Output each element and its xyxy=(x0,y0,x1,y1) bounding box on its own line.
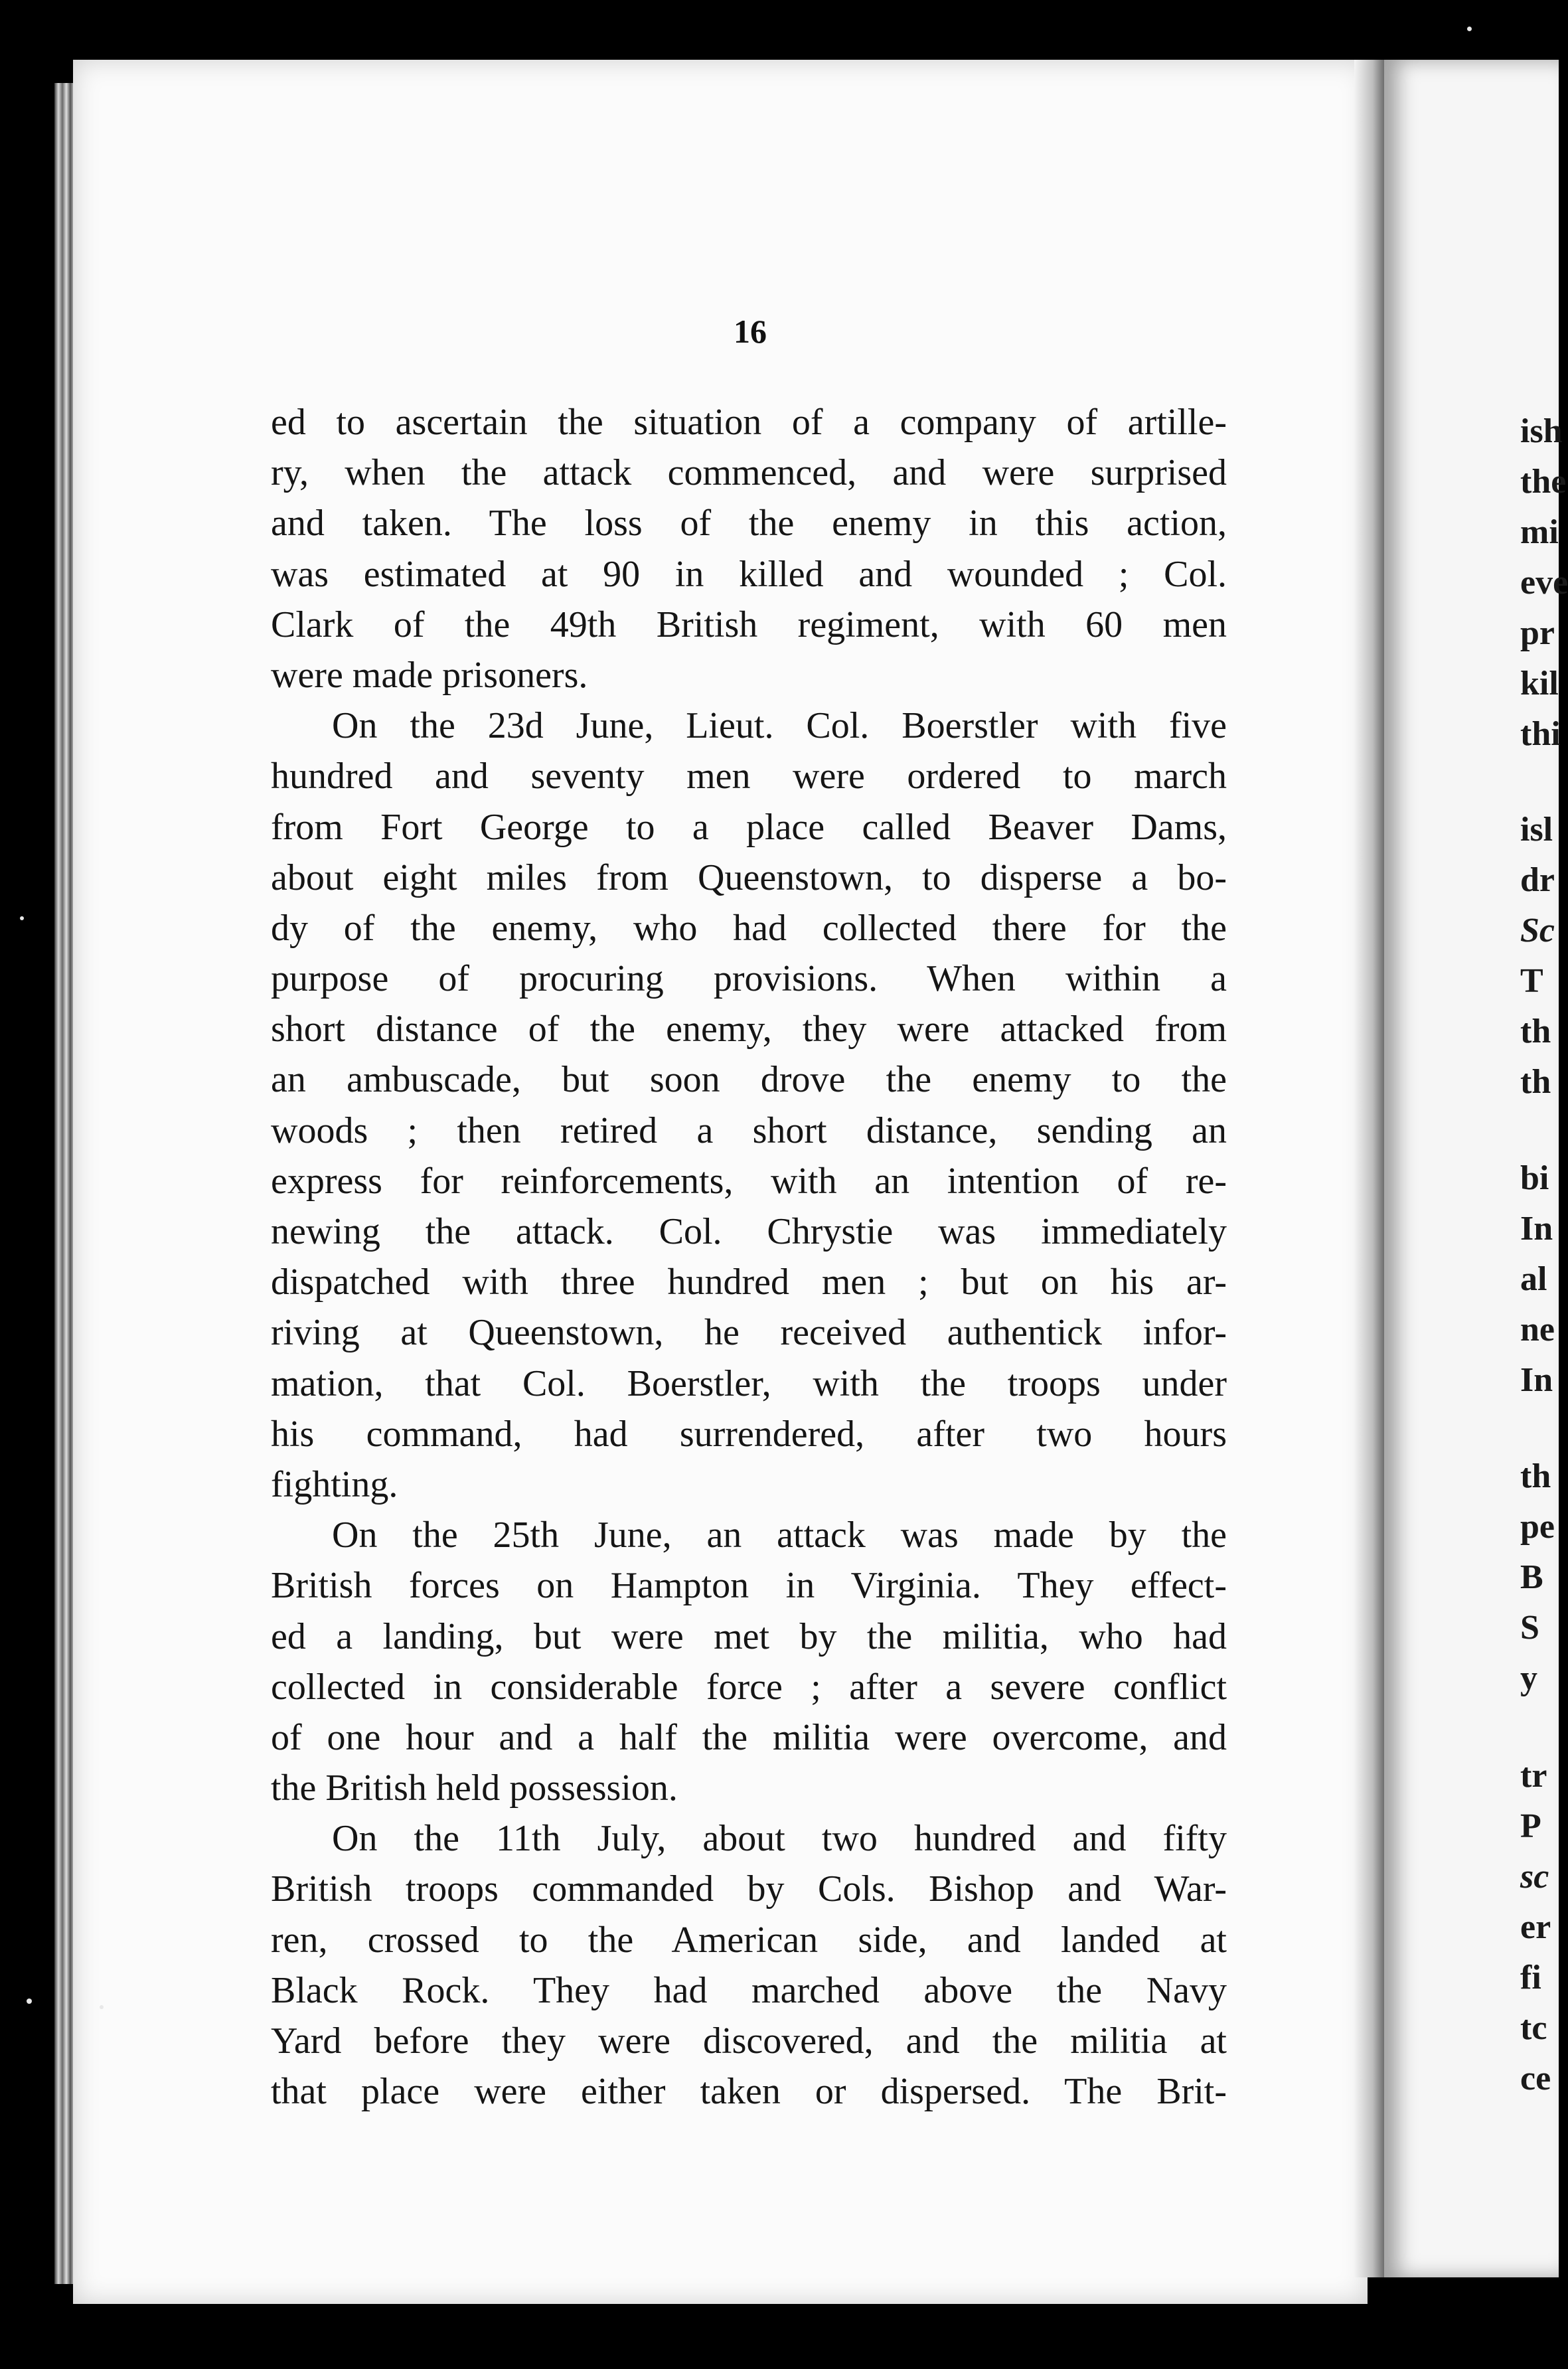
text-line: express for reinforcements, with an intention of re- xyxy=(271,1160,1227,1202)
text-line: of one hour and a half the militia were overcome, and xyxy=(271,1716,1227,1758)
text-line: dispatched with three hundred men ; but on his ar- xyxy=(271,1262,1227,1303)
facing-page-fragment: dr xyxy=(1520,861,1555,899)
text-line: Yard before they were discovered, and the militia at xyxy=(271,2020,1227,2062)
page-stack-edge xyxy=(54,83,74,2284)
scan-speck xyxy=(100,2005,104,2009)
facing-page-fragment: kil xyxy=(1520,665,1559,702)
facing-page-fragment: T xyxy=(1520,962,1543,1000)
text-line: that place were either taken or dispersed. The Brit- xyxy=(271,2071,1227,2113)
facing-page-fragment: mi xyxy=(1520,513,1559,551)
text-line: British forces on Hampton in Virginia. They effect- xyxy=(271,1565,1227,1607)
facing-page-fragment: isl xyxy=(1520,811,1553,849)
scan-speck xyxy=(1467,27,1472,31)
text-line: his command, had surrendered, after two hours xyxy=(271,1413,1227,1455)
facing-page-text xyxy=(1520,412,1568,2111)
text-line: short distance of the enemy, they were attacked from xyxy=(271,1009,1227,1050)
facing-page-fragment: eve xyxy=(1520,564,1568,602)
text-line: fighting. xyxy=(271,1463,398,1505)
facing-page-fragment: tc xyxy=(1520,2009,1547,2047)
facing-page-fragment: pr xyxy=(1520,614,1555,652)
text-line: ren, crossed to the American side, and landed at xyxy=(271,1919,1227,1961)
facing-page-fragment: Sc xyxy=(1520,912,1555,949)
text-line: Black Rock. They had marched above the Navy xyxy=(271,1969,1227,2011)
facing-page-fragment: ce xyxy=(1520,2060,1551,2097)
text-line: hundred and seventy men were ordered to march xyxy=(271,756,1227,797)
text-line: was estimated at 90 in killed and wounded ; Col. xyxy=(271,553,1227,595)
text-line: the British held possession. xyxy=(271,1767,678,1809)
facing-page-fragment: th xyxy=(1520,1063,1551,1101)
text-line: about eight miles from Queenstown, to disperse a bo- xyxy=(271,857,1227,898)
facing-page-fragment: P xyxy=(1520,1807,1541,1845)
text-line: ry, when the attack commenced, and were surprised xyxy=(271,452,1227,494)
scan-speck xyxy=(20,916,24,920)
facing-page-fragment: ne xyxy=(1520,1311,1555,1348)
facing-page-fragment: al xyxy=(1520,1260,1547,1298)
facing-page-fragment: sc xyxy=(1520,1858,1549,1896)
text-line: British troops commanded by Cols. Bishop and War- xyxy=(271,1868,1227,1910)
text-line: newing the attack. Col. Chrystie was immediately xyxy=(271,1211,1227,1252)
text-line: collected in considerable force ; after a severe conflict xyxy=(271,1666,1227,1708)
text-line: On the 11th July, about two hundred and fifty xyxy=(332,1818,1227,1860)
text-line: were made prisoners. xyxy=(271,654,588,696)
facing-page-fragment: In xyxy=(1520,1210,1553,1248)
facing-page-fragment: bi xyxy=(1520,1159,1549,1197)
facing-page-fragment: thi xyxy=(1520,715,1561,753)
facing-page-fragment: tr xyxy=(1520,1757,1547,1795)
text-line: On the 23d June, Lieut. Col. Boerstler with five xyxy=(332,705,1227,747)
text-line: Clark of the 49th British regiment, with 60 men xyxy=(271,604,1227,645)
facing-page-fragment: pe xyxy=(1520,1508,1555,1546)
facing-page-fragment: In xyxy=(1520,1361,1553,1399)
facing-page-fragment: fi xyxy=(1520,1959,1541,1997)
facing-page-fragment: the xyxy=(1520,463,1567,501)
facing-page-fragment: er xyxy=(1520,1908,1551,1946)
text-line: from Fort George to a place called Beaver Dams, xyxy=(271,806,1227,848)
text-line: an ambuscade, but soon drove the enemy to the xyxy=(271,1059,1227,1101)
scan-speck xyxy=(27,1999,32,2004)
text-line: and taken. The loss of the enemy in this action, xyxy=(271,503,1227,544)
page-number: 16 xyxy=(734,313,767,350)
facing-page-fragment: S xyxy=(1520,1609,1539,1647)
facing-page-fragment: B xyxy=(1520,1558,1543,1596)
text-line: On the 25th June, an attack was made by the xyxy=(332,1514,1227,1556)
text-line: ed a landing, but were met by the militia, who had xyxy=(271,1615,1227,1657)
facing-page-fragment: th xyxy=(1520,1457,1551,1495)
text-line: mation, that Col. Boerstler, with the troops under xyxy=(271,1362,1227,1404)
text-line: riving at Queenstown, he received authentick infor- xyxy=(271,1312,1227,1354)
text-line: ed to ascertain the situation of a company of artille- xyxy=(271,402,1227,443)
facing-page-fragment: y xyxy=(1520,1659,1537,1697)
facing-page-fragment: th xyxy=(1520,1013,1551,1050)
text-line: woods ; then retired a short distance, sending an xyxy=(271,1109,1227,1151)
text-line: dy of the enemy, who had collected there for the xyxy=(271,907,1227,949)
page-text xyxy=(271,397,1227,2117)
facing-page-fragment: ish xyxy=(1520,412,1563,450)
text-line: purpose of procuring provisions. When within a xyxy=(271,958,1227,1000)
